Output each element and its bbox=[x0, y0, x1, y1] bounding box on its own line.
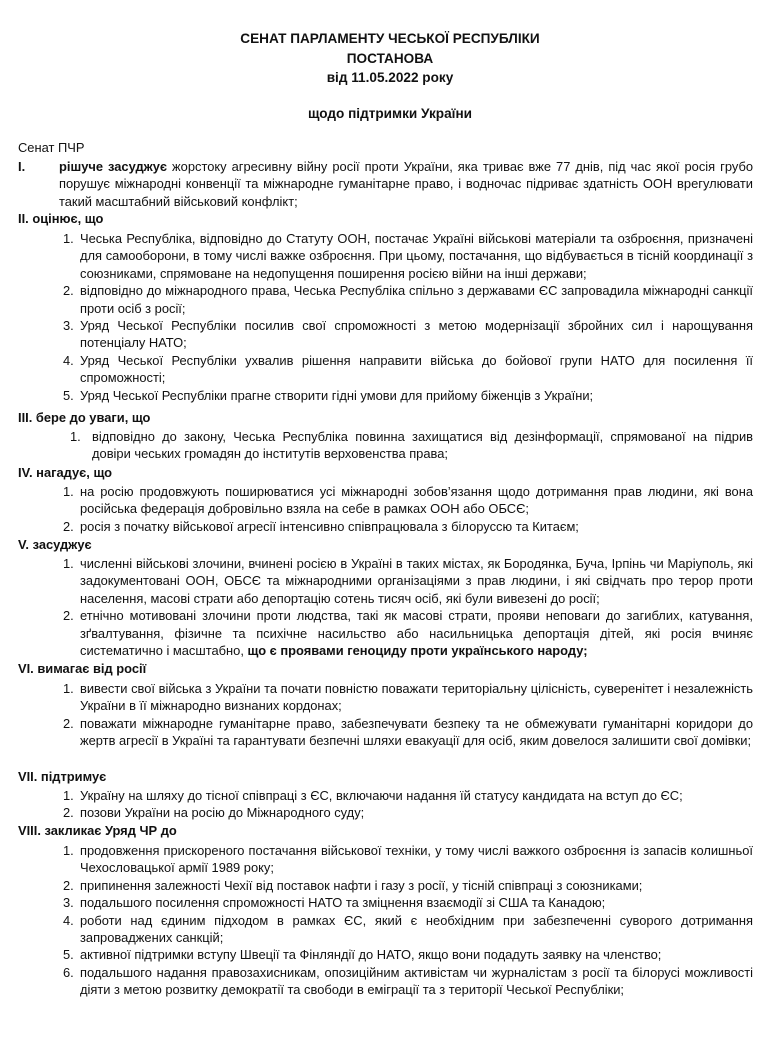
section-6-list bbox=[63, 680, 753, 750]
section-6-heading: VI. вимагає від росії bbox=[18, 661, 147, 676]
item-number: 4. bbox=[63, 912, 74, 928]
document-date: від 11.05.2022 року bbox=[326, 70, 454, 85]
item-text: Уряд Чеської Республіки посилив свої спроможності з метою модернізації збройних сил і нарощування потенціалу НАТО; bbox=[80, 318, 753, 351]
item-text: відповідно до закону, Чеська Республіка повинна захищатися від дезінформації, спрямованої на підрив довіри чеських громадян до інститутів верховенства права; bbox=[92, 429, 753, 462]
item-text: Уряд Чеської Республіки ухвалив рішення направити війська до бойової групи НАТО для посилення її спроможності; bbox=[80, 352, 753, 386]
item-number: 2. bbox=[63, 805, 74, 821]
list-item bbox=[63, 282, 753, 317]
item-text: етнічно мотивовані злочини проти людства, такі як масові страти, прояви неповаги до загиблих, катування, зґвалтування, фізичне та психічне насильство або насильницька депортація дітей, які росія вчиняє систематично і масштабно, bbox=[80, 608, 753, 659]
item-number: 2. bbox=[63, 715, 74, 731]
section-1-body: жорстоку агресивну війну росії проти України, яка триває вже 77 днів, під час якої росія грубо порушує міжнародні конвенції та міжнародне гуманітарне право, і водночас підриває здатність ООН врегулювати такий масштабний військовий конфлікт; bbox=[59, 159, 754, 209]
item-number: 1. bbox=[70, 429, 81, 444]
section-5-heading: V. засуджує bbox=[18, 537, 92, 552]
section-1-lead: рішуче засуджує bbox=[59, 159, 168, 174]
item-text: на росію продовжують поширюватися усі міжнародні зобов’язання щодо дотримання прав людини, які вона російська федерація добровільно взяла на себе в рамках ООН або ОБСЄ; bbox=[80, 484, 753, 517]
section-4-list bbox=[63, 483, 753, 535]
item-number: 3. bbox=[63, 318, 74, 334]
list-item bbox=[63, 715, 753, 750]
list-item bbox=[63, 230, 753, 282]
item-text: росія з початку військової агресії інтенсивно співпрацювала з білоруссю та Китаєм; bbox=[80, 518, 579, 534]
list-item bbox=[63, 894, 753, 911]
list-item bbox=[63, 877, 753, 894]
section-7-heading: VII. підтримує bbox=[18, 769, 107, 784]
item-text: активної підтримки вступу Швеції та Фінляндії до НАТО, якщо вони подадуть заявку на членство; bbox=[80, 947, 662, 963]
item-text: подальшого надання правозахисникам, опозиційним активістам чи журналістам з росії та білорусі можливості діяти з метою розвитку демократії та свободи в еміграції та з території Чеської Республіки; bbox=[80, 964, 753, 998]
senate-title: СЕНАТ ПАРЛАМЕНТУ ЧЕСЬКОЇ РЕСПУБЛІКИ bbox=[240, 31, 540, 46]
section-8-list bbox=[63, 842, 753, 999]
list-item bbox=[63, 912, 753, 947]
item-text: припинення залежності Чехії від поставок нафти і газу з росії, у тісній співпраці з союзниками; bbox=[80, 877, 643, 893]
section-1 bbox=[18, 158, 753, 210]
section-3-list bbox=[70, 428, 753, 463]
list-item bbox=[63, 555, 753, 607]
item-number: 2. bbox=[63, 877, 74, 893]
section-1-text bbox=[59, 158, 753, 210]
list-item bbox=[63, 387, 753, 404]
item-number: 6. bbox=[63, 964, 74, 980]
item-number: 4. bbox=[63, 352, 74, 368]
intro-text: Сенат ПЧР bbox=[18, 140, 85, 155]
item-number: 1. bbox=[63, 843, 74, 858]
list-item bbox=[63, 317, 753, 352]
item-number: 2. bbox=[63, 283, 74, 299]
item-text: Чеська Республіка, відповідно до Статуту ООН, постачає Україні військові матеріали та озброєння, призначені для самооборони, в тому числі важке озброєння. При цьому, постачання, що відбувається в тісній координації з союзниками, спрямоване на недопущення поширення росією війни на інші держави; bbox=[80, 231, 753, 281]
section-8-heading: VIII. закликає Уряд ЧР до bbox=[18, 823, 177, 838]
list-item bbox=[63, 680, 753, 715]
item-text: подальшого посилення спроможності НАТО та зміцнення взаємодії зі США та Канадою; bbox=[80, 895, 606, 911]
item-text: роботи над єдиним підходом в рамках ЄС, який є необхідним при забезпеченні суворого дотримання запроваджених санкцій; bbox=[80, 912, 753, 946]
list-item bbox=[63, 804, 753, 821]
genocide-statement: що є проявами геноциду проти українського народу; bbox=[247, 643, 588, 659]
section-1-number: I. bbox=[18, 159, 26, 174]
item-text: позови України на росію до Міжнародного суду; bbox=[80, 805, 365, 821]
item-number: 2. bbox=[63, 518, 74, 534]
list-item bbox=[63, 787, 753, 804]
document-type: ПОСТАНОВА bbox=[346, 50, 434, 66]
item-number: 1. bbox=[63, 231, 74, 246]
document-header bbox=[0, 29, 780, 88]
item-number: 5. bbox=[63, 947, 74, 963]
item-number: 1. bbox=[63, 681, 74, 696]
section-4-heading: IV. нагадує, що bbox=[18, 465, 113, 480]
item-number: 3. bbox=[63, 895, 74, 911]
item-number: 5. bbox=[63, 387, 74, 403]
item-number: 1. bbox=[63, 556, 74, 571]
item-number: 1. bbox=[63, 788, 74, 803]
list-item bbox=[63, 607, 753, 659]
item-text: відповідно до міжнародного права, Чеська Республіка спільно з державами ЄС запровадила міжнародні санкції проти осіб з росії; bbox=[80, 283, 753, 316]
item-number: 1. bbox=[63, 484, 74, 499]
item-number: 2. bbox=[63, 608, 74, 624]
item-text: вивести свої війська з України та почати повністю поважати територіальну цілісність, суверенітет і незалежність України в її міжнародно визнаних кордонах; bbox=[80, 681, 753, 714]
list-item bbox=[70, 428, 753, 463]
document-subtitle: щодо підтримки України bbox=[307, 106, 473, 121]
section-2-list bbox=[63, 230, 753, 404]
list-item bbox=[63, 483, 753, 518]
section-2-heading: II. оцінює, що bbox=[18, 211, 104, 226]
list-item bbox=[63, 964, 753, 999]
item-text: продовження прискореного постачання військової техніки, у тому числі важкого озброєння із запасів колишньої Чехословацької армії 1989 року; bbox=[80, 843, 753, 876]
section-5-list bbox=[63, 555, 753, 659]
list-item bbox=[63, 518, 753, 535]
section-7-list bbox=[63, 787, 753, 822]
item-text: Україну на шляху до тісної співпраці з ЄС, включаючи надання їй статусу кандидата на вступ до ЄС; bbox=[80, 788, 683, 803]
item-text: поважати міжнародне гуманітарне право, забезпечувати безпеку та не обмежувати гуманітарні коридори до жертв агресії в Україні та гарантувати безпечні шляхи евакуації для осіб, яким довелося залишити свої домівки; bbox=[80, 715, 753, 749]
item-text: численні військові злочини, вчинені росією в Україні в таких містах, як Бородянка, Буча, Ірпінь чи Маріуполь, які задокументовані ООН, ОБСЄ та міжнародними організаціями з прав людини, і які свідчать про терор проти населення, масові страти або депортацію сотень тисяч осіб, які були вивезені до росії; bbox=[80, 556, 753, 606]
list-item bbox=[63, 352, 753, 387]
section-3-heading: III. бере до уваги, що bbox=[18, 410, 151, 425]
list-item bbox=[63, 842, 753, 877]
item-text: Уряд Чеської Республіки прагне створити гідні умови для прийому біженців з України; bbox=[80, 387, 594, 403]
list-item bbox=[63, 946, 753, 963]
